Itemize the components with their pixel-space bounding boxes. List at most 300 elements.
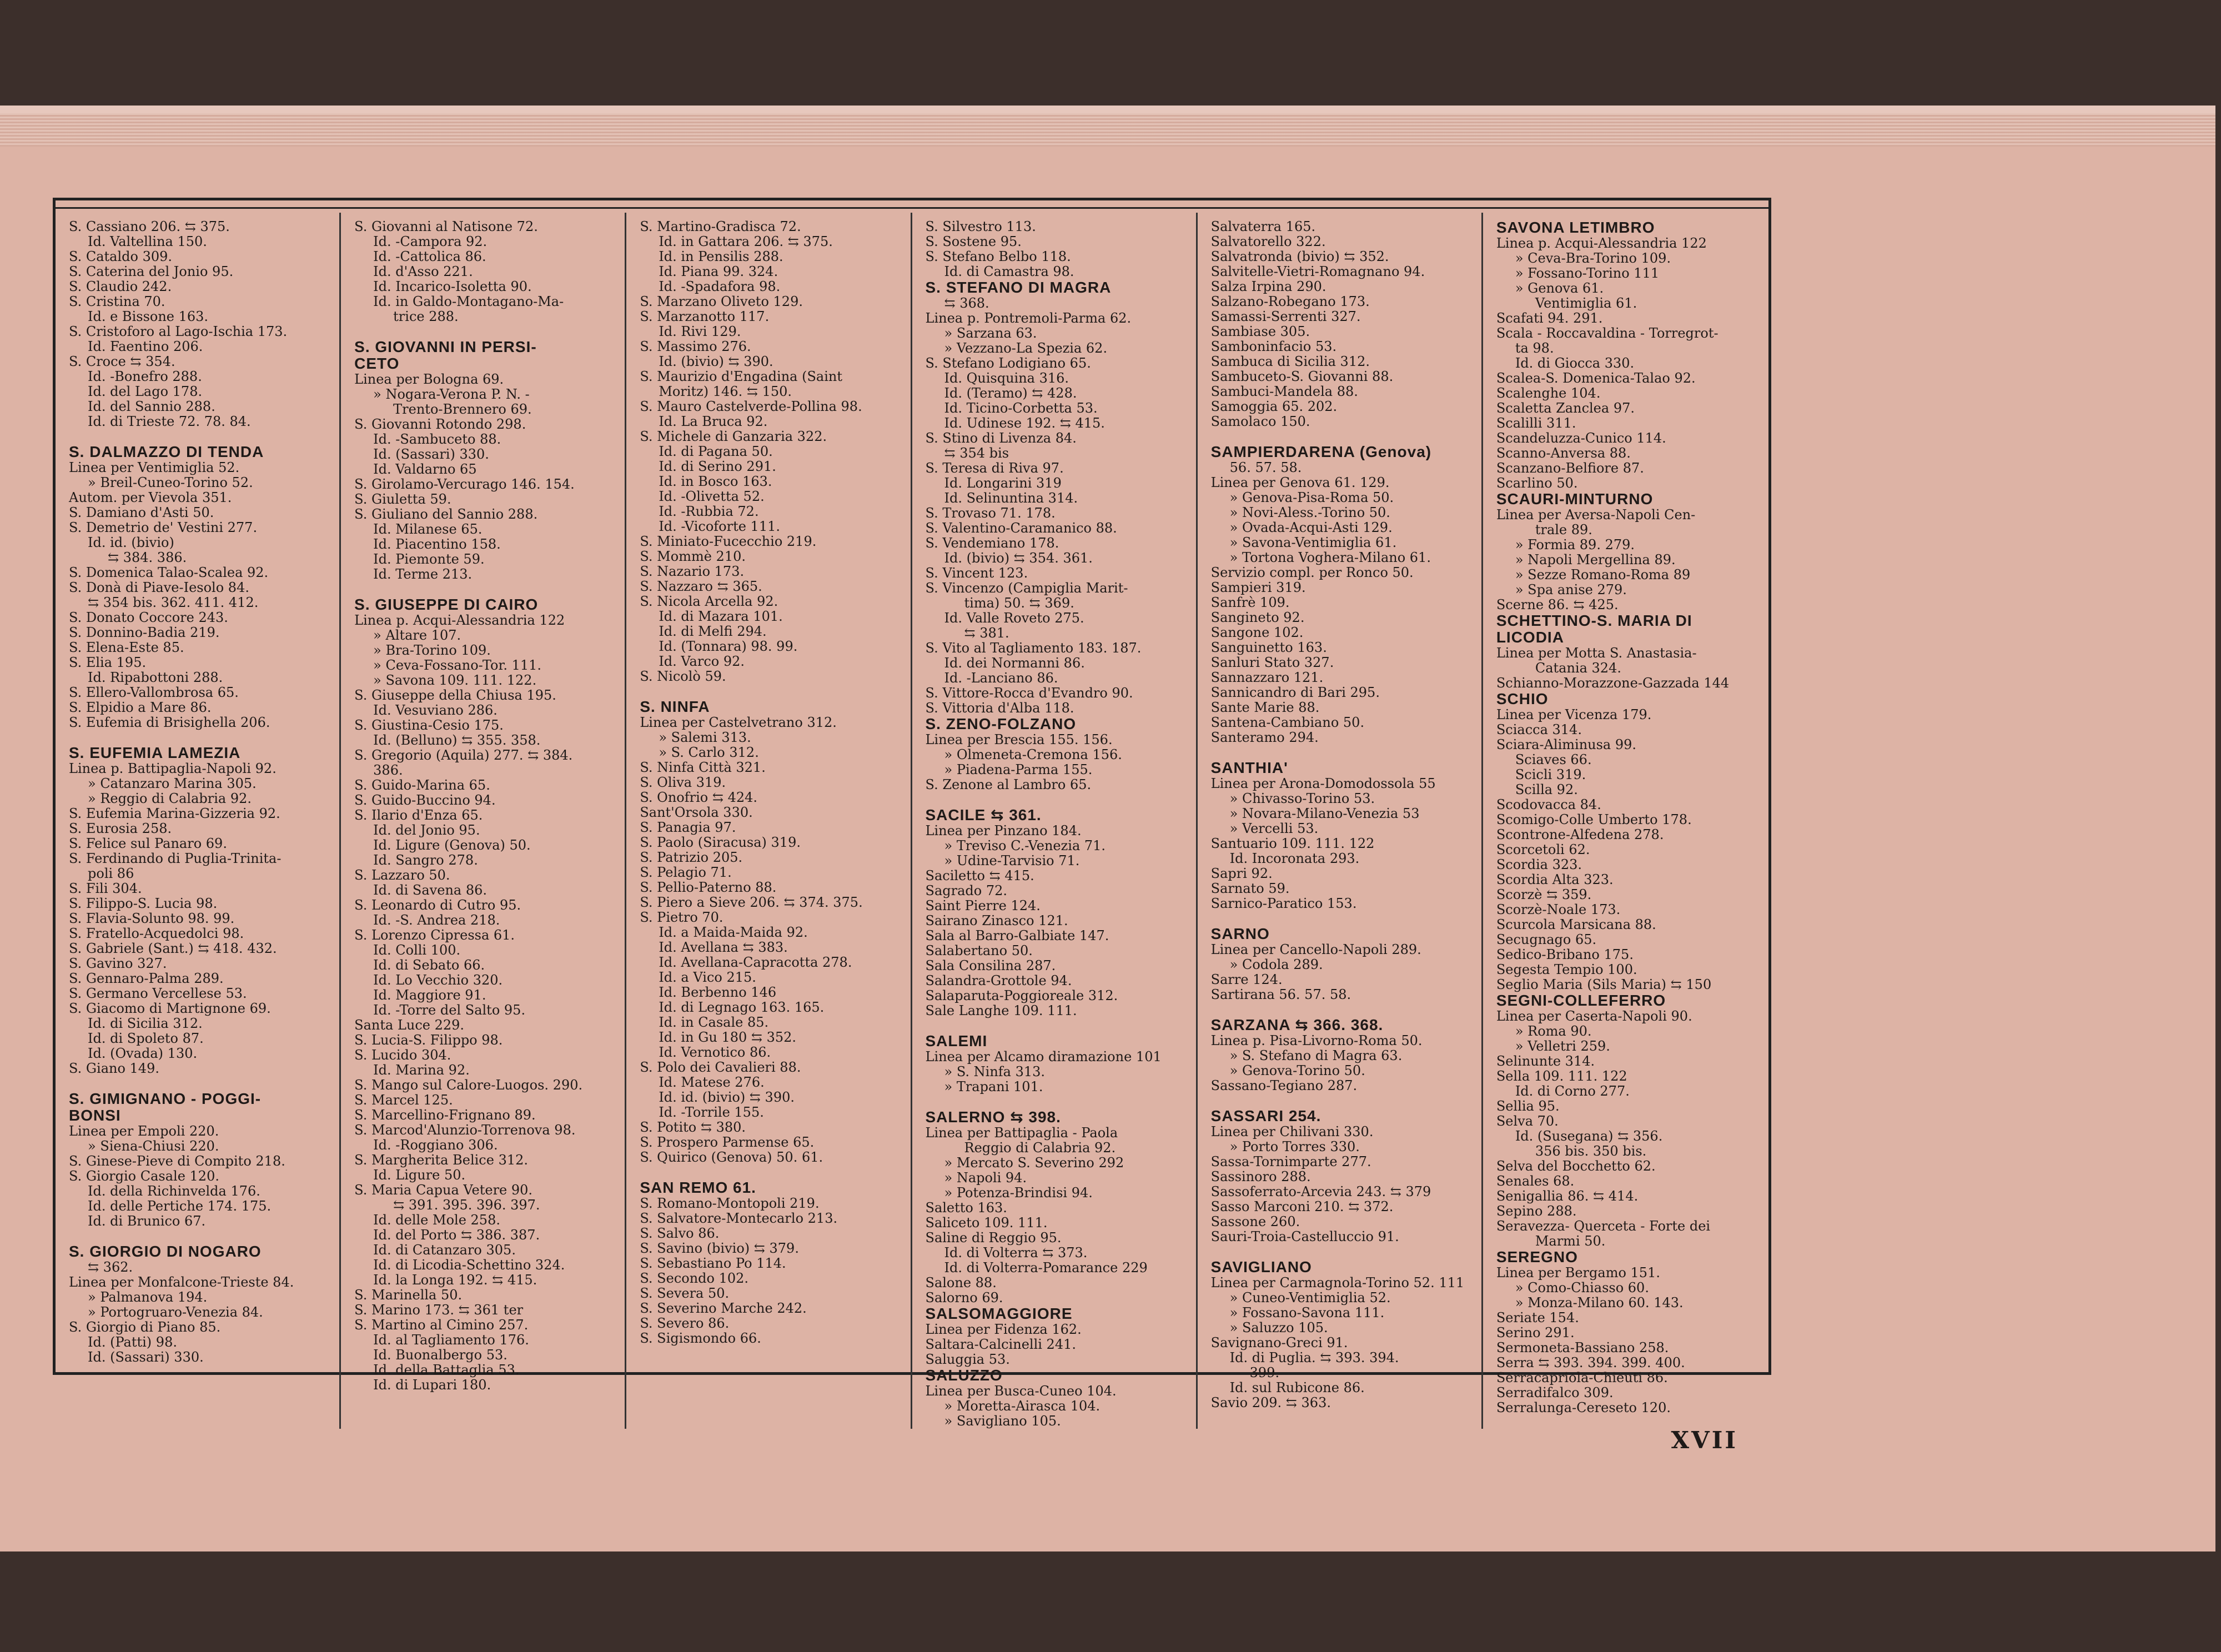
- index-entry: S. Lorenzo Cipressa 61.: [354, 927, 515, 943]
- index-entry: S. Marino 173. ⇆ 361 ter: [354, 1302, 524, 1318]
- index-entry: Id. Ripabottoni 288.: [88, 670, 223, 685]
- index-entry: S. Severino Marche 242.: [640, 1300, 807, 1316]
- index-entry: Id. di Volterra-Pomarance 229: [944, 1260, 1148, 1276]
- index-entry: ⇆ 391. 395. 396. 397.: [393, 1197, 540, 1213]
- index-entry: Id. Colli 100.: [373, 942, 461, 958]
- index-entry: » Reggio di Calabria 92.: [88, 791, 252, 806]
- index-entry: S. Pietro 70.: [640, 910, 723, 925]
- index-entry: Sassoferrato-Arcevia 243. ⇆ 379: [1210, 1184, 1431, 1199]
- index-entry: » Savigliano 105.: [944, 1413, 1061, 1429]
- index-entry: Linea per Caserta-Napoli 90.: [1496, 1008, 1692, 1024]
- index-entry: Id. Ligure 50.: [373, 1167, 466, 1183]
- index-entry: » Genova 61.: [1515, 280, 1604, 296]
- index-entry: Id. di Savena 86.: [373, 882, 487, 898]
- index-entry: Saliceto 109. 111.: [925, 1215, 1048, 1231]
- index-entry: S. Giovanni al Natisone 72.: [354, 219, 538, 234]
- index-entry: Id. (bivio) ⇆ 354. 361.: [944, 550, 1093, 566]
- index-entry: Sassone 260.: [1210, 1214, 1300, 1229]
- station-heading: SCAURI-MINTURNO: [1496, 490, 1654, 508]
- index-entry: Linea per Busca-Cuneo 104.: [925, 1383, 1117, 1399]
- index-entry: Id. in Gu 180 ⇆ 352.: [659, 1030, 797, 1045]
- index-entry: Sarnato 59.: [1210, 881, 1290, 896]
- index-entry: Id. Avellana ⇆ 383.: [659, 940, 788, 955]
- index-entry: Id. in Bosco 163.: [659, 474, 772, 489]
- index-entry: Sangone 102.: [1210, 625, 1304, 640]
- index-entry: Id. -Spadafora 98.: [659, 279, 781, 294]
- index-columns: [56, 213, 1768, 1429]
- index-entry: trice 288.: [393, 309, 459, 324]
- index-entry: S. Zenone al Lambro 65.: [925, 777, 1092, 792]
- index-entry: Linea per Castelvetrano 312.: [640, 715, 837, 730]
- index-entry: Id. Ligure (Genova) 50.: [373, 837, 531, 853]
- index-entry: Sella 109. 111. 122: [1496, 1068, 1627, 1084]
- index-entry: » Nogara-Verona P. N. -: [373, 386, 530, 402]
- index-entry: S. Piero a Sieve 206. ⇆ 374. 375.: [640, 895, 863, 910]
- station-heading: SASSARI 254.: [1210, 1107, 1321, 1124]
- index-entry: Id. Lo Vecchio 320.: [373, 972, 503, 988]
- index-entry: S. Potito ⇆ 380.: [640, 1119, 746, 1135]
- index-entry: Serino 291.: [1496, 1325, 1575, 1340]
- index-entry: Savignano-Greci 91.: [1210, 1335, 1348, 1350]
- index-entry: Sassinoro 288.: [1210, 1169, 1311, 1184]
- index-entry: S. Stino di Livenza 84.: [925, 430, 1077, 446]
- index-entry: Senales 68.: [1496, 1173, 1575, 1189]
- index-entry: S. Giovanni Rotondo 298.: [354, 416, 526, 432]
- station-heading: SCHIO: [1496, 690, 1549, 707]
- index-entry: Id. sul Rubicone 86.: [1229, 1380, 1365, 1395]
- index-entry: S. Felice sul Panaro 69.: [69, 836, 227, 851]
- index-entry: S. Marcel 125.: [354, 1092, 453, 1108]
- index-entry: S. Giano 149.: [69, 1061, 159, 1076]
- index-entry: Secugnago 65.: [1496, 932, 1597, 947]
- index-entry: Scorzè ⇆ 359.: [1496, 887, 1592, 902]
- index-entry: S. Eufemia di Brisighella 206.: [69, 715, 270, 730]
- index-entry: Sale Langhe 109. 111.: [925, 1003, 1077, 1018]
- index-entry: Santena-Cambiano 50.: [1210, 715, 1365, 730]
- index-entry: S. Valentino-Caramanico 88.: [925, 520, 1117, 536]
- index-entry: Id. di Lupari 180.: [373, 1377, 491, 1393]
- index-entry: Id. in Galdo-Montagano-Ma-: [373, 294, 564, 309]
- index-entry: Sermoneta-Bassiano 258.: [1496, 1340, 1669, 1355]
- index-entry: S. Gregorio (Aquila) 277. ⇆ 384.: [354, 747, 573, 763]
- index-entry: Selinunte 314.: [1496, 1053, 1595, 1069]
- index-entry: Scanzano-Belfiore 87.: [1496, 460, 1644, 476]
- index-entry: Savio 209. ⇆ 363.: [1210, 1395, 1331, 1410]
- index-entry: S. Severo 86.: [640, 1315, 730, 1331]
- index-entry: Sauri-Troia-Castelluccio 91.: [1210, 1229, 1399, 1244]
- index-entry: Segesta Tempio 100.: [1496, 962, 1637, 977]
- index-entry: » Cuneo-Ventimiglia 52.: [1229, 1290, 1391, 1305]
- index-column: [626, 213, 912, 1429]
- index-entry: S. Salvo 86.: [640, 1226, 720, 1241]
- index-entry: Id. Buonalbergo 53.: [373, 1347, 507, 1363]
- index-entry: Id. Valle Roveto 275.: [944, 610, 1084, 626]
- index-entry: Linea p. Pisa-Livorno-Roma 50.: [1210, 1033, 1423, 1048]
- index-entry: S. Leonardo di Cutro 95.: [354, 897, 521, 913]
- index-entry: S. Mommè 210.: [640, 549, 746, 564]
- index-entry: Id. (Sassari) 330.: [373, 446, 489, 462]
- index-entry: Scafati 94. 291.: [1496, 310, 1603, 326]
- index-entry: S. Eufemia Marina-Gizzeria 92.: [69, 806, 280, 821]
- index-entry: Saciletto ⇆ 415.: [925, 868, 1034, 883]
- station-heading: SALEMI: [925, 1032, 988, 1050]
- index-entry: » Novi-Aless.-Torino 50.: [1229, 505, 1390, 520]
- index-entry: S. Gabriele (Sant.) ⇆ 418. 432.: [69, 941, 277, 956]
- station-heading: LICODIA: [1496, 629, 1564, 646]
- index-entry: » Savona 109. 111. 122.: [373, 672, 537, 688]
- index-entry: Samboninfacio 53.: [1210, 339, 1337, 354]
- index-entry: Id. Faentino 206.: [88, 339, 203, 354]
- index-entry: S. Ellero-Vallombrosa 65.: [69, 685, 239, 700]
- index-entry: » Altare 107.: [373, 627, 461, 643]
- index-entry: S. Fratello-Acquedolci 98.: [69, 926, 244, 941]
- index-entry: » Fossano-Savona 111.: [1229, 1305, 1385, 1320]
- index-entry: Scordia 323.: [1496, 857, 1582, 872]
- index-entry: » Novara-Milano-Venezia 53: [1229, 806, 1420, 821]
- index-entry: Id. della Battaglia 53.: [373, 1362, 520, 1378]
- index-entry: Id. Sangro 278.: [373, 852, 478, 868]
- index-entry: Saletto 163.: [925, 1200, 1007, 1216]
- index-entry: S. Fili 304.: [69, 881, 142, 896]
- index-entry: » Vezzano-La Spezia 62.: [944, 340, 1108, 356]
- index-entry: Scalilli 311.: [1496, 415, 1576, 431]
- index-entry: S. Michele di Ganzaria 322.: [640, 429, 827, 444]
- index-entry: Sasso Marconi 210. ⇆ 372.: [1210, 1199, 1394, 1214]
- index-entry: Salza Irpina 290.: [1210, 279, 1326, 294]
- index-entry: Id. Vernotico 86.: [659, 1045, 771, 1060]
- index-entry: » Moretta-Airasca 104.: [944, 1398, 1101, 1414]
- index-entry: S. Martino al Cimino 257.: [354, 1317, 529, 1333]
- index-entry: Id. in Pensilis 288.: [659, 249, 783, 264]
- index-entry: Linea per Fidenza 162.: [925, 1322, 1082, 1337]
- index-entry: » Palmanova 194.: [88, 1289, 208, 1305]
- station-heading: SALSOMAGGIORE: [925, 1305, 1073, 1322]
- index-entry: Id. in Casale 85.: [659, 1015, 769, 1030]
- index-entry: Sarre 124.: [1210, 972, 1283, 987]
- index-entry: » Formia 89. 279.: [1515, 537, 1635, 553]
- index-entry: Id. -Campora 92.: [373, 234, 488, 249]
- index-entry: Serradifalco 309.: [1496, 1385, 1614, 1400]
- index-entry: Sciaves 66.: [1515, 752, 1592, 767]
- index-entry: Id. del Lago 178.: [88, 384, 203, 399]
- index-entry: S. Marcod'Alunzio-Torrenova 98.: [354, 1122, 576, 1138]
- station-heading: S. ZENO-FOLZANO: [925, 715, 1077, 732]
- index-entry: » Ceva-Fossano-Tor. 111.: [373, 657, 542, 673]
- index-entry: Scurcola Marsicana 88.: [1496, 917, 1656, 932]
- index-entry: Id. Piemonte 59.: [373, 551, 485, 567]
- station-heading: SAVIGLIANO: [1210, 1258, 1312, 1276]
- index-entry: Id. -Torrile 155.: [659, 1104, 764, 1120]
- station-heading: SALERNO ⇆ 398.: [925, 1108, 1061, 1126]
- station-heading: SALUZZO: [925, 1367, 1003, 1384]
- index-entry: Seriate 154.: [1496, 1310, 1579, 1325]
- index-entry: Id. di Giocca 330.: [1515, 355, 1635, 371]
- index-entry: » Sezze Romano-Roma 89: [1515, 567, 1691, 583]
- index-entry: ⇆ 368.: [944, 295, 989, 311]
- index-entry: » Portogruaro-Venezia 84.: [88, 1304, 263, 1320]
- index-entry: Id. e Bissone 163.: [88, 309, 209, 324]
- index-entry: Sannazzaro 121.: [1210, 670, 1324, 685]
- index-entry: Sartirana 56. 57. 58.: [1210, 987, 1351, 1002]
- index-entry: S. Guido-Marina 65.: [354, 777, 490, 793]
- index-entry: » Codola 289.: [1229, 957, 1323, 972]
- index-entry: Scomigo-Colle Umberto 178.: [1496, 812, 1692, 827]
- index-entry: Id. di Catanzaro 305.: [373, 1242, 516, 1258]
- index-entry: Seglio Maria (Sils Maria) ⇆ 150: [1496, 977, 1712, 992]
- station-heading: SACILE ⇆ 361.: [925, 806, 1042, 824]
- index-entry: S. Gennaro-Palma 289.: [69, 971, 224, 986]
- index-entry: S. Massimo 276.: [640, 339, 751, 354]
- index-entry: S. Vincent 123.: [925, 565, 1028, 581]
- index-entry: ⇆ 384. 386.: [108, 550, 187, 565]
- index-entry: Scerne 86. ⇆ 425.: [1496, 597, 1619, 612]
- index-entry: Id. Vesuviano 286.: [373, 702, 498, 718]
- index-entry: Id. al Tagliamento 176.: [373, 1332, 529, 1348]
- index-entry: S. Croce ⇆ 354.: [69, 354, 175, 369]
- index-entry: S. Cataldo 309.: [69, 249, 173, 264]
- index-entry: S. Giorgio Casale 120.: [69, 1168, 219, 1184]
- index-entry: S. Vincenzo (Campiglia Marit-: [925, 580, 1128, 596]
- index-entry: S. Vittore-Rocca d'Evandro 90.: [925, 685, 1133, 701]
- index-entry: Id. di Melfi 294.: [659, 624, 767, 639]
- index-entry: Sanluri Stato 327.: [1210, 655, 1334, 670]
- index-entry: Salabertano 50.: [925, 943, 1033, 958]
- station-heading: CETO: [354, 355, 400, 372]
- index-entry: S. Romano-Montopoli 219.: [640, 1196, 820, 1211]
- index-entry: S. Giuletta 59.: [354, 491, 451, 507]
- index-entry: S. Stefano Lodigiano 65.: [925, 355, 1091, 371]
- index-entry: Saluggia 53.: [925, 1352, 1010, 1367]
- index-entry: Linea p. Acqui-Alessandria 122: [1496, 235, 1707, 251]
- index-entry: S. Giorgio di Piano 85.: [69, 1319, 221, 1335]
- index-entry: Id. Selinuntina 314.: [944, 490, 1078, 506]
- index-entry: » Salemi 313.: [659, 730, 751, 745]
- station-heading: SCHETTINO-S. MARIA DI: [1496, 612, 1692, 629]
- index-entry: Linea p. Pontremoli-Parma 62.: [925, 310, 1132, 326]
- index-entry: » Monza-Milano 60. 143.: [1515, 1295, 1684, 1310]
- index-entry: S. Miniato-Fucecchio 219.: [640, 534, 817, 549]
- index-entry: Scilla 92.: [1515, 782, 1578, 797]
- index-entry: » Napoli Mergellina 89.: [1515, 552, 1676, 568]
- index-entry: S. Panagia 97.: [640, 820, 736, 835]
- index-entry: Seravezza- Querceta - Forte dei: [1496, 1218, 1711, 1234]
- index-entry: Linea per Arona-Domodossola 55: [1210, 776, 1436, 791]
- index-entry: 56. 57. 58.: [1229, 460, 1302, 475]
- index-entry: S. Trovaso 71. 178.: [925, 505, 1056, 521]
- index-entry: Sant'Orsola 330.: [640, 805, 753, 820]
- index-entry: Id. (Patti) 98.: [88, 1334, 177, 1350]
- index-entry: Scala - Roccavaldina - Torregrot-: [1496, 325, 1718, 341]
- index-entry: ⇆ 381.: [964, 625, 1009, 641]
- index-entry: Id. dei Normanni 86.: [944, 655, 1085, 671]
- index-entry: Scorzè-Noale 173.: [1496, 902, 1621, 917]
- index-entry: Scordia Alta 323.: [1496, 872, 1614, 887]
- index-entry: trale 89.: [1535, 522, 1592, 538]
- index-entry: S. Silvestro 113.: [925, 219, 1036, 234]
- index-entry: Id. Avellana-Capracotta 278.: [659, 955, 852, 970]
- index-entry: Id. -Lanciano 86.: [944, 670, 1058, 686]
- index-entry: S. Lucia-S. Filippo 98.: [354, 1032, 503, 1048]
- index-entry: Id. -Cattolica 86.: [373, 249, 486, 264]
- index-entry: Id. di Legnago 163. 165.: [659, 1000, 825, 1015]
- index-entry: Catania 324.: [1535, 660, 1621, 676]
- index-entry: Id. -Bonefro 288.: [88, 369, 202, 384]
- index-entry: Salvatorello 322.: [1210, 234, 1326, 249]
- index-entry: S. Marcellino-Frignano 89.: [354, 1107, 536, 1123]
- index-entry: Santuario 109. 111. 122: [1210, 836, 1375, 851]
- index-entry: Salvitelle-Vietri-Romagnano 94.: [1210, 264, 1425, 279]
- index-entry: » Saluzzo 105.: [1229, 1320, 1328, 1335]
- index-entry: Samassi-Serrenti 327.: [1210, 309, 1361, 324]
- index-entry: Linea per Pinzano 184.: [925, 823, 1082, 838]
- index-entry: Id. d'Asso 221.: [373, 264, 473, 279]
- index-entry: Id. id. (bivio): [88, 535, 174, 550]
- index-entry: Scandeluzza-Cunico 114.: [1496, 430, 1666, 446]
- index-entry: » S. Carlo 312.: [659, 745, 759, 760]
- index-entry: Id. (Tonnara) 98. 99.: [659, 639, 798, 654]
- index-entry: Id. a Vico 215.: [659, 970, 756, 985]
- index-entry: Id. Valtellina 150.: [88, 234, 207, 249]
- index-entry: Linea per Ventimiglia 52.: [69, 460, 240, 475]
- index-entry: Scalea-S. Domenica-Talao 92.: [1496, 370, 1696, 386]
- index-entry: Sedico-Bribano 175.: [1496, 947, 1634, 962]
- index-entry: Sante Marie 88.: [1210, 700, 1320, 715]
- index-entry: Id. di Volterra ⇆ 373.: [944, 1245, 1088, 1261]
- index-entry: Saltara-Calcinelli 241.: [925, 1337, 1076, 1352]
- index-entry: Sambiase 305.: [1210, 324, 1310, 339]
- index-entry: Ventimiglia 61.: [1535, 295, 1637, 311]
- index-entry: Linea per Brescia 155. 156.: [925, 732, 1113, 747]
- station-heading: SAMPIERDARENA (Genova): [1210, 443, 1432, 460]
- index-entry: 399.: [1249, 1365, 1280, 1380]
- index-entry: » Ovada-Acqui-Asti 129.: [1229, 520, 1393, 535]
- index-entry: S. Quirico (Genova) 50. 61.: [640, 1149, 823, 1165]
- index-entry: Scanno-Anversa 88.: [1496, 445, 1631, 461]
- index-entry: Serralunga-Cereseto 120.: [1496, 1400, 1671, 1415]
- index-entry: S. Girolamo-Vercurago 146. 154.: [354, 476, 575, 492]
- index-entry: Scodovacca 84.: [1496, 797, 1601, 812]
- index-entry: » Fossano-Torino 111: [1515, 265, 1660, 281]
- index-entry: S. Nazzaro ⇆ 365.: [640, 579, 762, 594]
- page-edge-texture: [0, 113, 2215, 147]
- index-entry: Trento-Brennero 69.: [393, 401, 532, 417]
- index-entry: Id. di Sebato 66.: [373, 957, 485, 973]
- index-entry: Id. delle Mole 258.: [373, 1212, 500, 1228]
- index-entry: Sciacca 314.: [1496, 722, 1582, 737]
- index-entry: Id. Udinese 192. ⇆ 415.: [944, 415, 1105, 431]
- index-entry: S. Domenica Talao-Scalea 92.: [69, 565, 269, 580]
- index-entry: » Treviso C.-Venezia 71.: [944, 838, 1106, 853]
- index-entry: S. Marzano Oliveto 129.: [640, 294, 803, 309]
- index-entry: Samoggia 65. 202.: [1210, 399, 1338, 414]
- index-entry: » Napoli 94.: [944, 1170, 1027, 1186]
- page-number: XVII: [1671, 1427, 1738, 1454]
- index-entry: Selva 70.: [1496, 1113, 1559, 1129]
- index-entry: S. Nicolò 59.: [640, 669, 726, 684]
- index-entry: S. Cristina 70.: [69, 294, 165, 309]
- index-entry: Id. (Ovada) 130.: [88, 1046, 198, 1061]
- index-entry: Salorno 69.: [925, 1290, 1003, 1305]
- index-entry: Salvaterra 165.: [1210, 219, 1316, 234]
- index-entry: Id. di Pagana 50.: [659, 444, 773, 459]
- station-heading: SEREGNO: [1496, 1248, 1578, 1266]
- index-entry: ⇆ 362.: [88, 1259, 133, 1275]
- index-entry: Linea per Battipaglia - Paola: [925, 1125, 1118, 1141]
- index-entry: S. Severa 50.: [640, 1286, 730, 1301]
- index-entry: Id. -Torre del Salto 95.: [373, 1002, 526, 1018]
- index-entry: S. Ninfa Città 321.: [640, 760, 766, 775]
- station-heading: SEGNI-COLLEFERRO: [1496, 992, 1666, 1009]
- index-entry: Scaletta Zanclea 97.: [1496, 400, 1635, 416]
- index-entry: Id. La Bruca 92.: [659, 414, 768, 429]
- index-entry: S. Stefano Belbo 118.: [925, 249, 1071, 264]
- index-entry: S. Sebastiano Po 114.: [640, 1256, 786, 1271]
- index-entry: Salandra-Grottole 94.: [925, 973, 1072, 988]
- index-entry: Servizio compl. per Ronco 50.: [1210, 565, 1414, 580]
- index-entry: Id. a Maida-Maida 92.: [659, 925, 808, 940]
- index-entry: » Catanzaro Marina 305.: [88, 776, 257, 791]
- station-heading: SAN REMO 61.: [640, 1179, 756, 1196]
- index-entry: 356 bis. 350 bis.: [1535, 1143, 1647, 1159]
- index-entry: » Bra-Torino 109.: [373, 642, 491, 658]
- index-column: [341, 213, 626, 1429]
- index-entry: Salzano-Robegano 173.: [1210, 294, 1370, 309]
- index-entry: » Ceva-Bra-Torino 109.: [1515, 250, 1671, 266]
- index-entry: » Potenza-Brindisi 94.: [944, 1185, 1093, 1201]
- index-entry: Santa Luce 229.: [354, 1017, 465, 1033]
- index-entry: Sambuca di Sicilia 312.: [1210, 354, 1370, 369]
- index-entry: » Siena-Chiusi 220.: [88, 1138, 219, 1154]
- index-entry: Sarnico-Paratico 153.: [1210, 896, 1357, 911]
- index-entry: Linea per Chilivani 330.: [1210, 1124, 1374, 1139]
- index-entry: Serracapriola-Chieuti 86.: [1496, 1370, 1668, 1385]
- book-page: [0, 106, 2215, 1551]
- index-entry: Linea per Bologna 69.: [354, 371, 504, 387]
- index-entry: » Piadena-Parma 155.: [944, 762, 1093, 777]
- index-entry: Id. di Puglia. ⇆ 393. 394.: [1229, 1350, 1399, 1365]
- index-entry: Saint Pierre 124.: [925, 898, 1041, 913]
- index-entry: Id. Valdarno 65: [373, 461, 477, 477]
- index-entry: S. Martino-Gradisca 72.: [640, 219, 801, 234]
- index-entry: Sassano-Tegiano 287.: [1210, 1078, 1358, 1093]
- index-entry: ⇆ 354 bis. 362. 411. 412.: [88, 595, 259, 610]
- index-entry: Id. Piacentino 158.: [373, 536, 501, 552]
- index-entry: S. Vittoria d'Alba 118.: [925, 700, 1074, 716]
- index-entry: S. Giustina-Cesio 175.: [354, 717, 504, 733]
- index-entry: S. Marinella 50.: [354, 1287, 463, 1303]
- index-entry: ⇆ 354 bis: [944, 445, 1009, 461]
- index-entry: Sciara-Aliminusa 99.: [1496, 737, 1637, 752]
- index-entry: S. Filippo-S. Lucia 98.: [69, 896, 218, 911]
- index-entry: S. Secondo 102.: [640, 1271, 749, 1286]
- index-entry: Sanfrè 109.: [1210, 595, 1290, 610]
- index-column: [1483, 213, 1768, 1429]
- station-heading: S. NINFA: [640, 698, 710, 715]
- index-entry: S. Nicola Arcella 92.: [640, 594, 778, 609]
- index-entry: Saline di Reggio 95.: [925, 1230, 1062, 1246]
- index-entry: Salaparuta-Poggioreale 312.: [925, 988, 1118, 1003]
- index-entry: S. Onofrio ⇆ 424.: [640, 790, 758, 805]
- index-entry: S. Vendemiano 178.: [925, 535, 1059, 551]
- index-entry: Id. di Licodia-Schettino 324.: [373, 1257, 565, 1273]
- index-entry: Linea per Monfalcone-Trieste 84.: [69, 1274, 294, 1290]
- index-entry: Autom. per Vievola 351.: [69, 490, 232, 505]
- index-entry: Sala Consilina 287.: [925, 958, 1056, 973]
- index-entry: Id. Varco 92.: [659, 654, 745, 669]
- index-entry: Id. Quisquina 316.: [944, 370, 1069, 386]
- index-entry: Id. Milanese 65.: [373, 521, 483, 537]
- index-entry: Scontrone-Alfedena 278.: [1496, 827, 1664, 842]
